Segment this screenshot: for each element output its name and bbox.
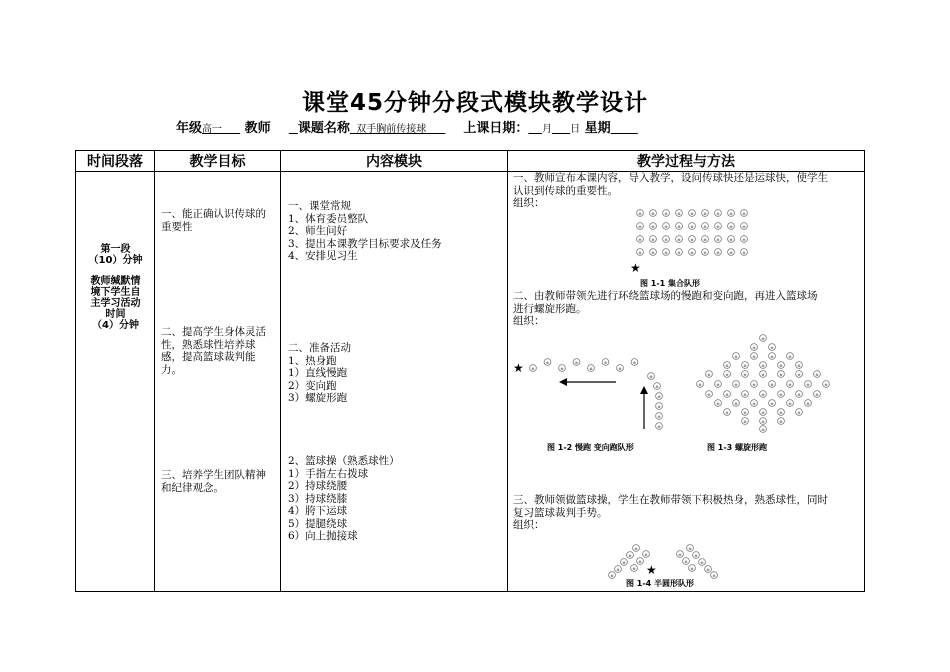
header-goal: 教学目标 bbox=[155, 151, 281, 172]
semicircle-formation-diagram bbox=[596, 544, 736, 590]
goal-1: 一、能正确认识传球的 重要性 bbox=[161, 208, 266, 233]
silent-note-line: 教师缄默情 bbox=[90, 276, 141, 287]
header-content: 内容模块 bbox=[281, 151, 508, 172]
teacher-star-icon: ★ bbox=[513, 361, 524, 375]
running-formation-diagram bbox=[511, 324, 861, 456]
silent-note-line: 境下学生自 bbox=[90, 287, 141, 298]
content-module-1: 一、课堂常规 1、体育委员整队 2、师生问好 3、提出本课教学目标要求及任务 4、安排见习生 bbox=[288, 200, 442, 262]
goal-3: 三、培养学生团队精神 和纪律观念。 bbox=[161, 469, 266, 494]
content-cell bbox=[281, 172, 508, 592]
figure-caption: 图 1-2 慢跑 变向跑队形 bbox=[547, 443, 634, 452]
silent-note-line: 时间 bbox=[105, 309, 126, 320]
silent-note-line: 主学习活动 bbox=[90, 298, 141, 309]
time-cell bbox=[76, 172, 155, 592]
header-time: 时间段落 bbox=[76, 151, 155, 172]
month-label: 月 bbox=[542, 124, 552, 135]
figure-caption: 图 1-3 螺旋形跑 bbox=[707, 443, 768, 452]
teacher-star-icon: ★ bbox=[630, 261, 641, 275]
arrow-head-icon bbox=[640, 386, 648, 394]
table-header-row bbox=[76, 151, 865, 172]
goal-cell bbox=[155, 172, 281, 592]
figure-caption: 图 1-1 集合队形 bbox=[640, 279, 701, 288]
silent-note-duration: （4）分钟 bbox=[92, 320, 139, 331]
topic-value: 双手胸前传接球 bbox=[356, 124, 427, 135]
table-row bbox=[76, 172, 865, 592]
content-module-2: 二、准备活动 1、热身跑 1）直线慢跑 2）变向跑 3）螺旋形跑 bbox=[288, 342, 351, 404]
content-module-3: 2、篮球操（熟悉球性） 1）手指左右拨球 2）持球绕腰 3）持球绕膝 4）胯下运球 5）提腿绕球 6）向上抛接球 bbox=[288, 455, 400, 542]
grade-label: 年级 bbox=[176, 121, 203, 136]
date-label: 上课日期： bbox=[463, 121, 529, 136]
header-process: 教学过程与方法 bbox=[508, 151, 865, 172]
topic-label: 课题名称 bbox=[297, 121, 350, 136]
process-step-2: 二、由教师带领先进行环绕篮球场的慢跑和变向跑，再进入篮球场 进行螺旋形跑。 组织： bbox=[513, 290, 818, 327]
process-step-1: 一、教师宣布本课内容，导入教学，设问传球快还是运球快，使学生 认识到传球的重要性。 组织： bbox=[513, 172, 828, 209]
week-label: 星期 bbox=[584, 121, 611, 136]
grade-value: 高一 bbox=[202, 124, 223, 135]
process-cell bbox=[508, 172, 865, 592]
page-title: 课堂45分钟分段式模块教学设计 bbox=[301, 90, 648, 116]
process-step-3: 三、教师领做篮球操，学生在教师带领下积极热身，熟悉球性，同时 复习篮球裁判手势。 组织： bbox=[513, 494, 828, 531]
teacher-star-icon: ★ bbox=[646, 563, 657, 577]
teacher-label: 教师 bbox=[244, 121, 271, 136]
lesson-plan-table bbox=[75, 150, 865, 592]
assembly-formation-diagram bbox=[608, 206, 768, 288]
header-info-line bbox=[176, 117, 638, 136]
arrow-head-icon bbox=[559, 378, 567, 386]
segment-label: 第一段 bbox=[100, 244, 131, 255]
figure-caption: 图 1-4 半圆形队形 bbox=[626, 579, 695, 588]
goal-2: 二、提高学生身体灵活 性，熟悉球性培养球 感，提高篮球裁判能 力。 bbox=[161, 326, 266, 376]
segment-duration: （10）分钟 bbox=[88, 255, 143, 266]
day-label: 日 bbox=[570, 124, 581, 135]
